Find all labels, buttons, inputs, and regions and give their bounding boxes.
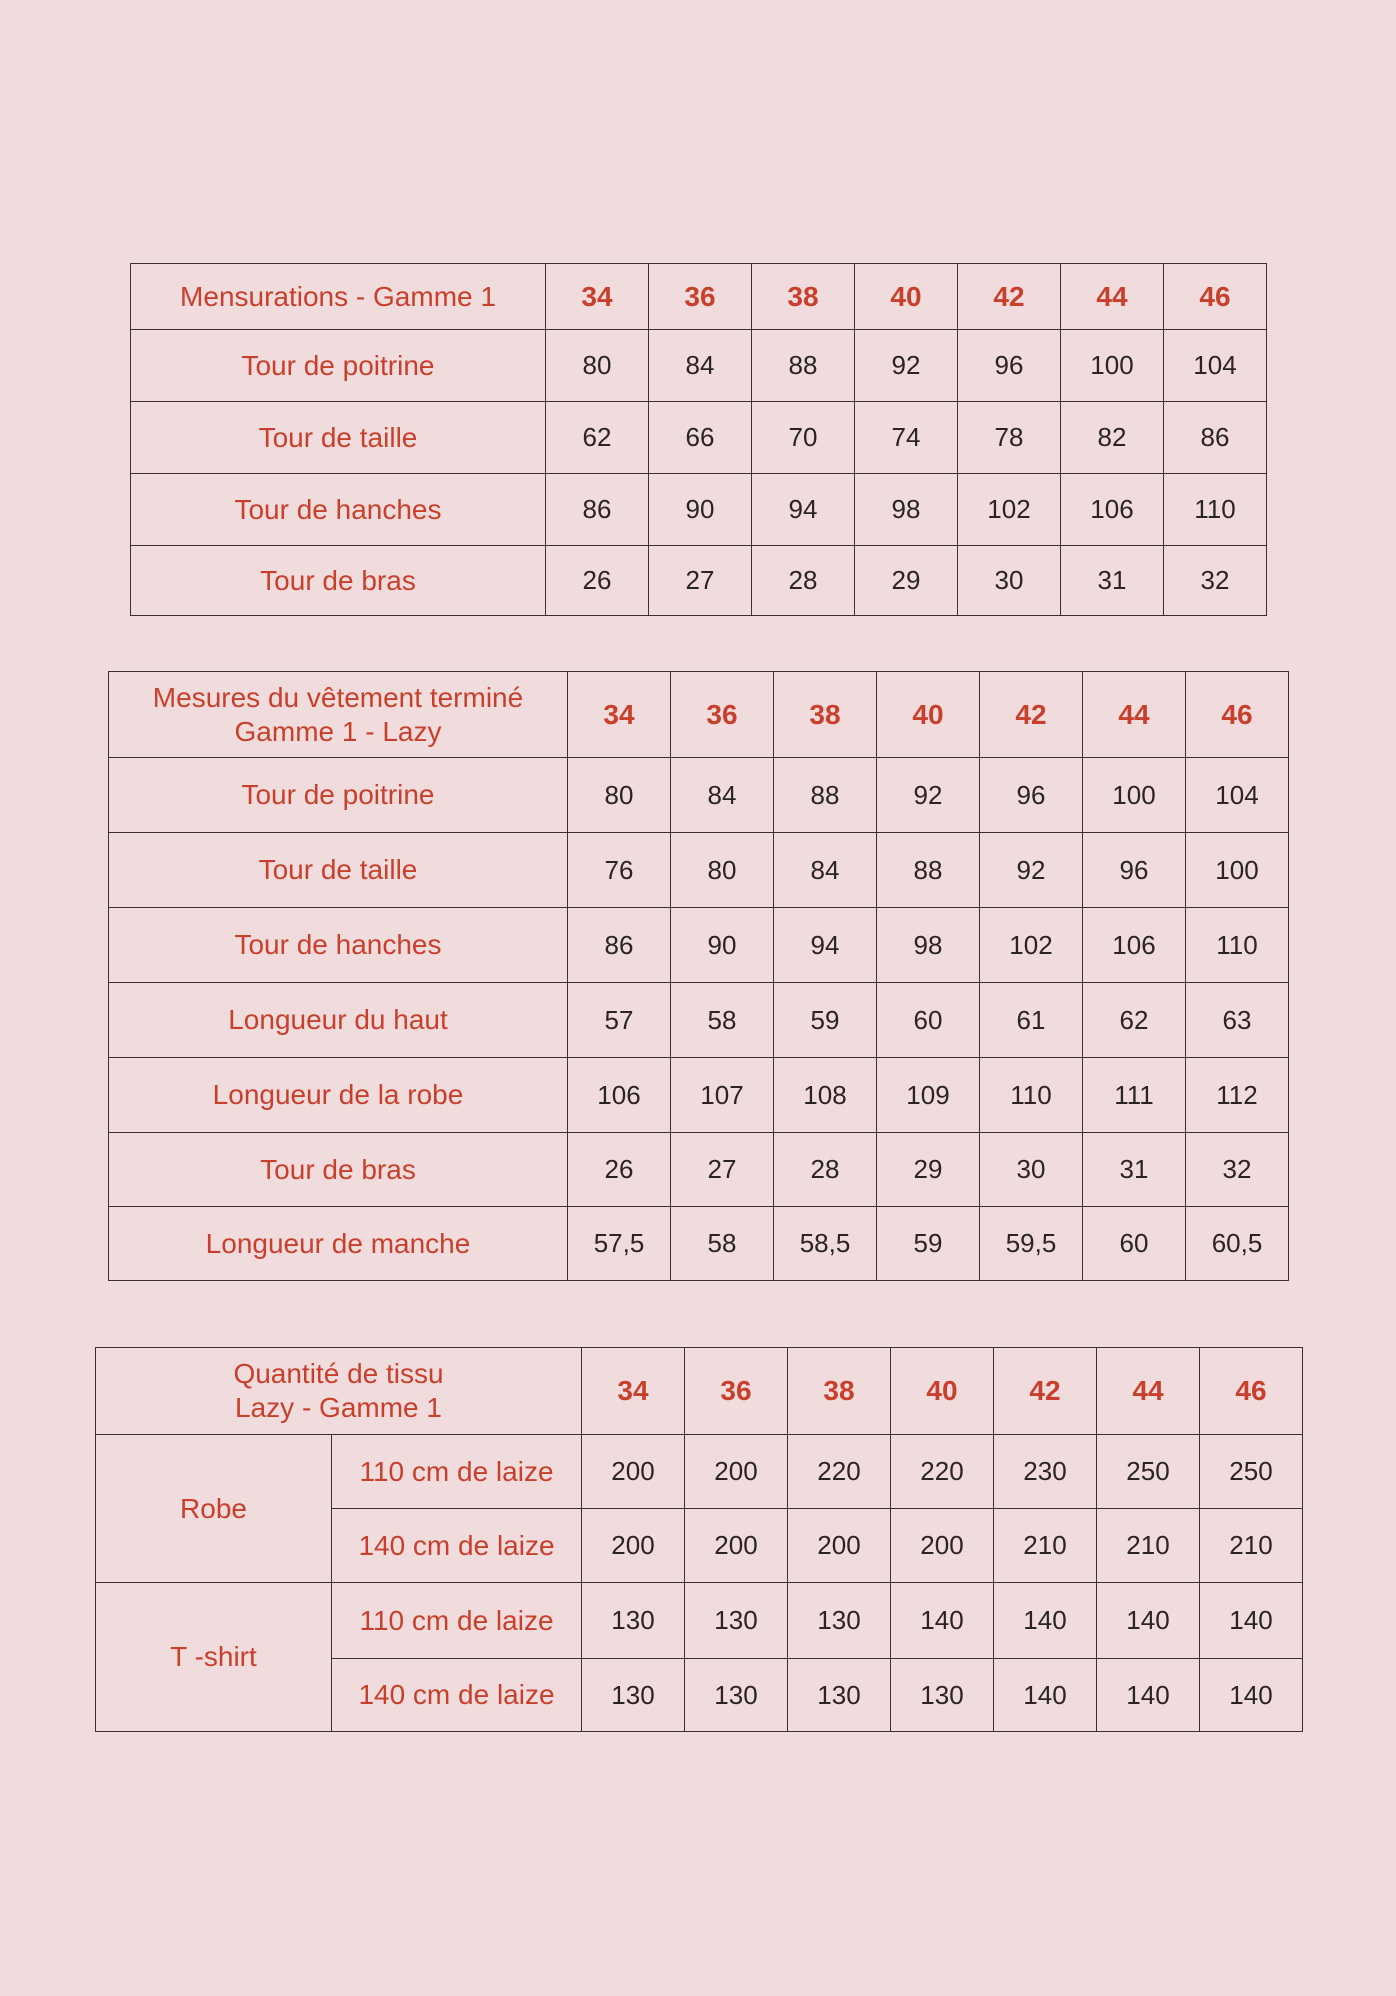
cell-value: 130 xyxy=(788,1583,891,1659)
cell-value: 92 xyxy=(877,758,980,833)
cell-value: 106 xyxy=(1083,908,1186,983)
size-header: 38 xyxy=(774,672,877,758)
table-row xyxy=(131,546,1267,616)
cell-value: 58 xyxy=(671,983,774,1058)
cell-value: 104 xyxy=(1186,758,1289,833)
cell-value: 250 xyxy=(1097,1435,1200,1509)
size-header: 40 xyxy=(855,264,958,330)
cell-value: 80 xyxy=(568,758,671,833)
row-label: Longueur du haut xyxy=(109,983,568,1058)
cell-value: 110 xyxy=(980,1058,1083,1133)
size-header: 34 xyxy=(546,264,649,330)
cell-value: 86 xyxy=(1164,402,1267,474)
row-label: Tour de bras xyxy=(131,546,546,616)
row-label: Tour de hanches xyxy=(131,474,546,546)
cell-value: 59 xyxy=(877,1207,980,1281)
group-label-robe: Robe xyxy=(96,1435,332,1583)
size-header: 38 xyxy=(788,1348,891,1435)
size-header: 36 xyxy=(685,1348,788,1435)
size-header: 36 xyxy=(649,264,752,330)
table-title xyxy=(96,1348,582,1435)
cell-value: 76 xyxy=(568,833,671,908)
cell-value: 94 xyxy=(752,474,855,546)
table-header-row xyxy=(96,1348,1303,1435)
table-row xyxy=(109,908,1289,983)
cell-value: 200 xyxy=(891,1509,994,1583)
cell-value: 57 xyxy=(568,983,671,1058)
cell-value: 110 xyxy=(1164,474,1267,546)
group-label-tshirt: T -shirt xyxy=(96,1583,332,1732)
table-title: Mensurations - Gamme 1 xyxy=(131,264,546,330)
row-label: Tour de bras xyxy=(109,1133,568,1207)
table-row xyxy=(96,1583,1303,1659)
cell-value: 112 xyxy=(1186,1058,1289,1133)
table-row xyxy=(109,1207,1289,1281)
cell-value: 98 xyxy=(855,474,958,546)
cell-value: 88 xyxy=(774,758,877,833)
size-header: 34 xyxy=(568,672,671,758)
table-row xyxy=(109,758,1289,833)
size-header: 38 xyxy=(752,264,855,330)
cell-value: 92 xyxy=(980,833,1083,908)
cell-value: 70 xyxy=(752,402,855,474)
cell-value: 90 xyxy=(649,474,752,546)
cell-value: 26 xyxy=(568,1133,671,1207)
cell-value: 29 xyxy=(855,546,958,616)
cell-value: 100 xyxy=(1186,833,1289,908)
cell-value: 200 xyxy=(582,1509,685,1583)
cell-value: 200 xyxy=(582,1435,685,1509)
cell-value: 28 xyxy=(752,546,855,616)
cell-value: 107 xyxy=(671,1058,774,1133)
cell-value: 140 xyxy=(891,1583,994,1659)
row-label: 140 cm de laize xyxy=(332,1659,582,1732)
cell-value: 200 xyxy=(685,1435,788,1509)
table-row xyxy=(109,833,1289,908)
cell-value: 60 xyxy=(877,983,980,1058)
cell-value: 62 xyxy=(1083,983,1186,1058)
table-title-line1: Mesures du vêtement terminé xyxy=(152,681,524,713)
cell-value: 102 xyxy=(958,474,1061,546)
cell-value: 94 xyxy=(774,908,877,983)
cell-value: 130 xyxy=(685,1659,788,1732)
size-header: 36 xyxy=(671,672,774,758)
row-label: Tour de taille xyxy=(109,833,568,908)
cell-value: 60,5 xyxy=(1186,1207,1289,1281)
mensurations-table xyxy=(130,263,1267,616)
row-label: Longueur de manche xyxy=(109,1207,568,1281)
cell-value: 84 xyxy=(774,833,877,908)
cell-value: 140 xyxy=(1097,1583,1200,1659)
cell-value: 109 xyxy=(877,1058,980,1133)
cell-value: 96 xyxy=(1083,833,1186,908)
cell-value: 250 xyxy=(1200,1435,1303,1509)
cell-value: 80 xyxy=(671,833,774,908)
row-label: Tour de hanches xyxy=(109,908,568,983)
cell-value: 88 xyxy=(877,833,980,908)
cell-value: 27 xyxy=(649,546,752,616)
table-row xyxy=(131,402,1267,474)
size-header: 44 xyxy=(1061,264,1164,330)
cell-value: 92 xyxy=(855,330,958,402)
size-header: 34 xyxy=(582,1348,685,1435)
cell-value: 27 xyxy=(671,1133,774,1207)
finished-garment-table xyxy=(108,671,1289,1281)
cell-value: 220 xyxy=(891,1435,994,1509)
cell-value: 58,5 xyxy=(774,1207,877,1281)
cell-value: 84 xyxy=(649,330,752,402)
cell-value: 220 xyxy=(788,1435,891,1509)
size-header: 40 xyxy=(891,1348,994,1435)
cell-value: 200 xyxy=(788,1509,891,1583)
cell-value: 140 xyxy=(1200,1659,1303,1732)
size-header: 44 xyxy=(1083,672,1186,758)
cell-value: 78 xyxy=(958,402,1061,474)
table-title-line2: Lazy - Gamme 1 xyxy=(235,1392,442,1423)
cell-value: 82 xyxy=(1061,402,1164,474)
cell-value: 32 xyxy=(1186,1133,1289,1207)
cell-value: 84 xyxy=(671,758,774,833)
table-title-line2: Gamme 1 - Lazy xyxy=(234,715,442,747)
row-label: 110 cm de laize xyxy=(332,1583,582,1659)
cell-value: 63 xyxy=(1186,983,1289,1058)
row-label: Tour de poitrine xyxy=(109,758,568,833)
cell-value: 100 xyxy=(1061,330,1164,402)
cell-value: 80 xyxy=(546,330,649,402)
table-row xyxy=(109,1133,1289,1207)
table-row xyxy=(109,983,1289,1058)
row-label: Longueur de la robe xyxy=(109,1058,568,1133)
table-header-row xyxy=(109,672,1289,758)
cell-value: 62 xyxy=(546,402,649,474)
cell-value: 100 xyxy=(1083,758,1186,833)
cell-value: 108 xyxy=(774,1058,877,1133)
cell-value: 130 xyxy=(582,1659,685,1732)
size-header: 46 xyxy=(1200,1348,1303,1435)
cell-value: 59 xyxy=(774,983,877,1058)
size-header: 42 xyxy=(994,1348,1097,1435)
cell-value: 110 xyxy=(1186,908,1289,983)
cell-value: 130 xyxy=(582,1583,685,1659)
cell-value: 28 xyxy=(774,1133,877,1207)
size-header: 42 xyxy=(958,264,1061,330)
cell-value: 140 xyxy=(994,1583,1097,1659)
cell-value: 210 xyxy=(994,1509,1097,1583)
cell-value: 32 xyxy=(1164,546,1267,616)
table-row xyxy=(109,1058,1289,1133)
cell-value: 111 xyxy=(1083,1058,1186,1133)
cell-value: 140 xyxy=(1097,1659,1200,1732)
cell-value: 74 xyxy=(855,402,958,474)
table-title xyxy=(109,672,568,758)
table-title-line1: Quantité de tissu xyxy=(233,1358,444,1389)
cell-value: 60 xyxy=(1083,1207,1186,1281)
cell-value: 58 xyxy=(671,1207,774,1281)
cell-value: 30 xyxy=(958,546,1061,616)
cell-value: 61 xyxy=(980,983,1083,1058)
cell-value: 230 xyxy=(994,1435,1097,1509)
row-label: Tour de taille xyxy=(131,402,546,474)
cell-value: 86 xyxy=(568,908,671,983)
cell-value: 130 xyxy=(788,1659,891,1732)
cell-value: 86 xyxy=(546,474,649,546)
cell-value: 200 xyxy=(685,1509,788,1583)
cell-value: 57,5 xyxy=(568,1207,671,1281)
fabric-quantity-table xyxy=(95,1347,1303,1732)
cell-value: 106 xyxy=(568,1058,671,1133)
cell-value: 140 xyxy=(994,1659,1097,1732)
cell-value: 98 xyxy=(877,908,980,983)
row-label: Tour de poitrine xyxy=(131,330,546,402)
cell-value: 90 xyxy=(671,908,774,983)
size-header: 46 xyxy=(1164,264,1267,330)
cell-value: 130 xyxy=(685,1583,788,1659)
table-row xyxy=(131,474,1267,546)
table-row xyxy=(131,330,1267,402)
cell-value: 96 xyxy=(958,330,1061,402)
size-header: 42 xyxy=(980,672,1083,758)
cell-value: 59,5 xyxy=(980,1207,1083,1281)
cell-value: 210 xyxy=(1097,1509,1200,1583)
cell-value: 130 xyxy=(891,1659,994,1732)
cell-value: 140 xyxy=(1200,1583,1303,1659)
cell-value: 96 xyxy=(980,758,1083,833)
cell-value: 106 xyxy=(1061,474,1164,546)
cell-value: 88 xyxy=(752,330,855,402)
cell-value: 210 xyxy=(1200,1509,1303,1583)
table-header-row xyxy=(131,264,1267,330)
size-header: 40 xyxy=(877,672,980,758)
table-row xyxy=(96,1435,1303,1509)
size-header: 46 xyxy=(1186,672,1289,758)
cell-value: 66 xyxy=(649,402,752,474)
size-header: 44 xyxy=(1097,1348,1200,1435)
row-label: 110 cm de laize xyxy=(332,1435,582,1509)
cell-value: 102 xyxy=(980,908,1083,983)
cell-value: 31 xyxy=(1083,1133,1186,1207)
cell-value: 31 xyxy=(1061,546,1164,616)
cell-value: 29 xyxy=(877,1133,980,1207)
cell-value: 30 xyxy=(980,1133,1083,1207)
cell-value: 26 xyxy=(546,546,649,616)
cell-value: 104 xyxy=(1164,330,1267,402)
row-label: 140 cm de laize xyxy=(332,1509,582,1583)
